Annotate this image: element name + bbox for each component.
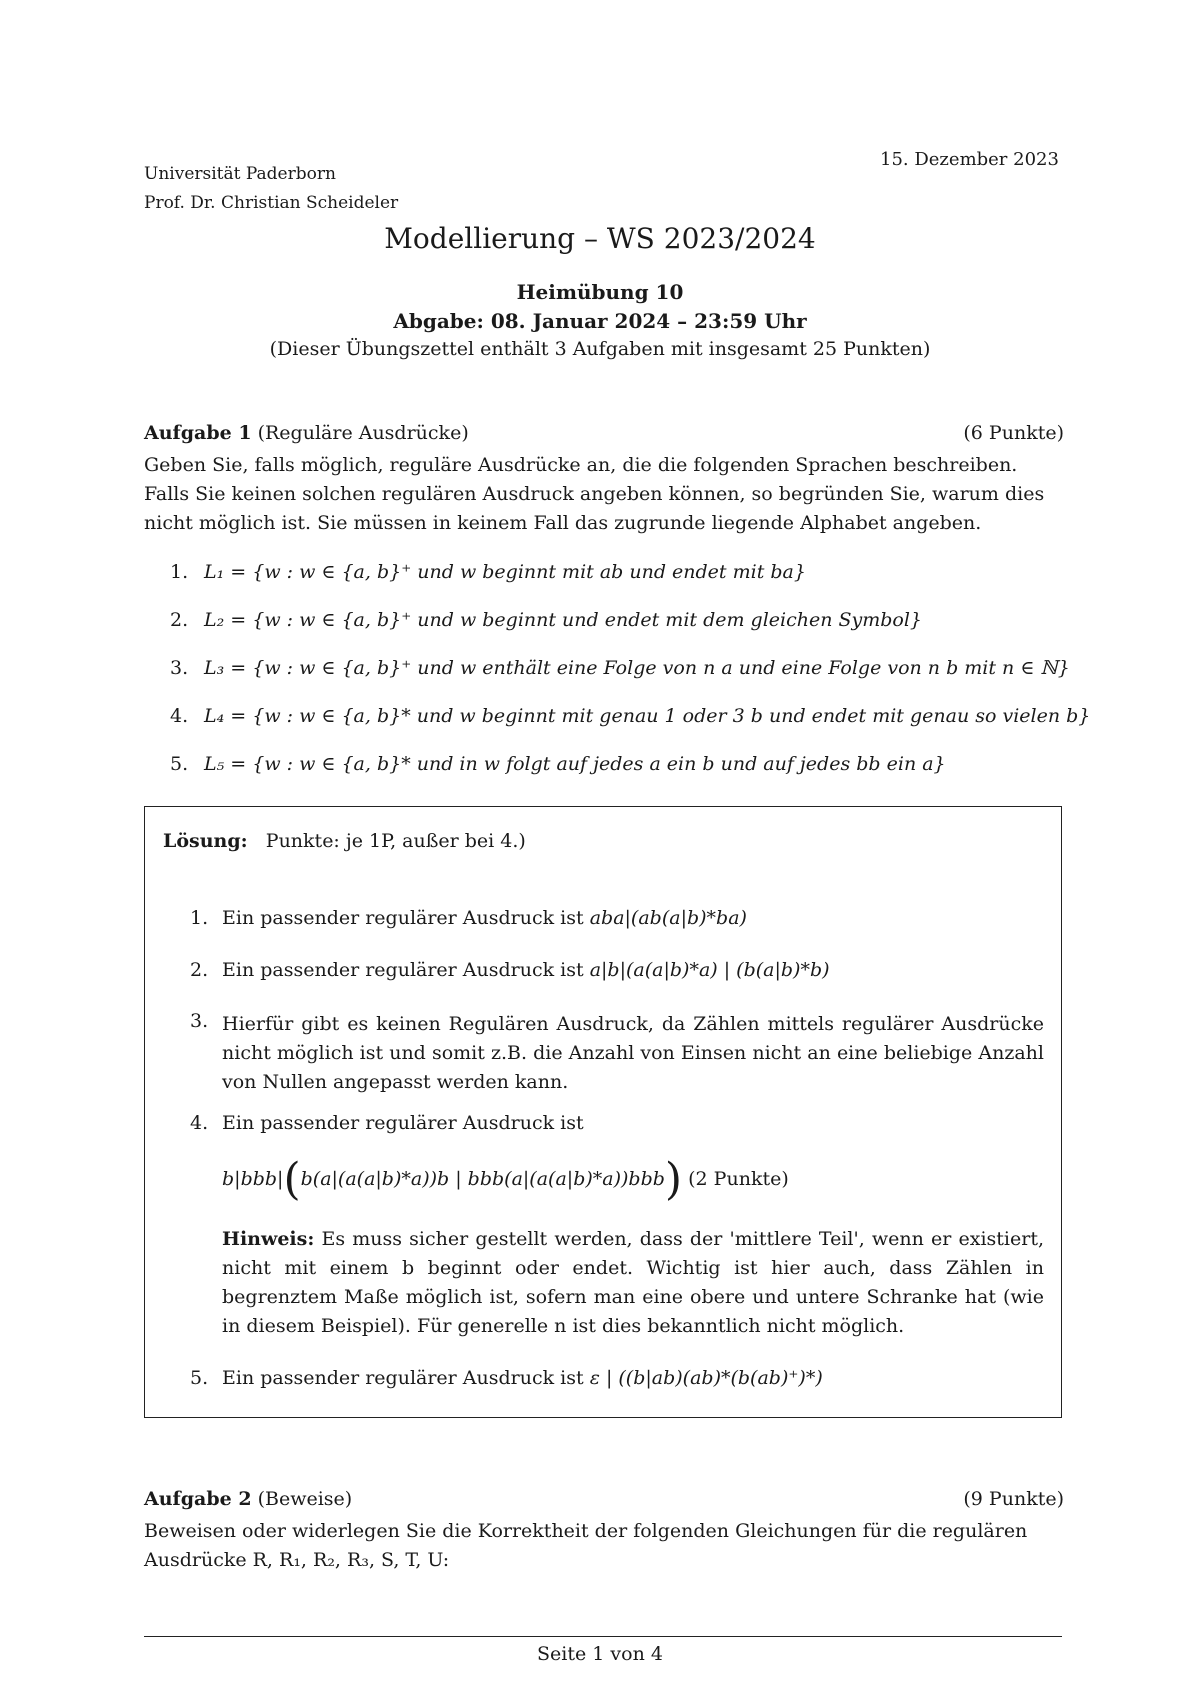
close-paren-icon: )	[664, 1154, 683, 1205]
task1-item	[170, 609, 922, 631]
task1-intro: Geben Sie, falls möglich, reguläre Ausdrücke an, die die folgenden Sprachen beschreiben. Falls Sie keinen solchen regulären Ausdruck angeben können, so begründen Sie, warum dies nicht möglich ist. Sie müssen in keinem Fall das zugrunde liegende Alphabet angeben.	[144, 454, 1045, 534]
solution-label: Lösung:	[163, 830, 248, 852]
task2-label: Aufgabe 2	[144, 1488, 252, 1510]
task2-heading	[144, 1488, 1064, 1510]
item-text: L₃ = {w : w ∈ {a, b}⁺ und w enthält eine Folge von n a und eine Folge von n b mit n ∈ ℕ}	[204, 657, 1070, 679]
solution-heading	[163, 830, 526, 852]
item-text: L₁ = {w : w ∈ {a, b}⁺ und w beginnt mit ab und endet mit ba}	[204, 561, 806, 583]
item-number: 3.	[190, 1010, 209, 1032]
task1-item	[170, 753, 946, 775]
hint-label: Hinweis:	[222, 1228, 315, 1250]
page-number: Seite 1 von 4	[537, 1643, 663, 1665]
item-text: L₅ = {w : w ∈ {a, b}* und in w folgt auf jedes a ein b und auf jedes bb ein a}	[204, 753, 946, 775]
university-name: Universität Paderborn	[144, 164, 336, 184]
solution-item-5	[190, 1367, 823, 1389]
regex-expression: ε | ((b|ab)(ab)*(b(ab)⁺)*)	[589, 1367, 823, 1389]
deadline: Abgabe: 08. Januar 2024 – 23:59 Uhr	[393, 309, 807, 333]
course-title: Modellierung – WS 2023/2024	[384, 222, 816, 255]
solution-item-3-number	[190, 1010, 222, 1032]
points-label: (2 Punkte)	[688, 1168, 789, 1190]
task1-points: (6 Punkte)	[963, 422, 1064, 444]
item-text: L₄ = {w : w ∈ {a, b}* und w beginnt mit genau 1 oder 3 b und endet mit genau so vielen b}	[204, 705, 1091, 727]
solution-text: Ein passender regulärer Ausdruck ist	[222, 1112, 584, 1134]
open-paren-icon: (	[283, 1154, 301, 1205]
solution-item-1	[190, 907, 747, 929]
task1-item	[170, 657, 1070, 679]
task1-topic: (Reguläre Ausdrücke)	[257, 422, 469, 444]
item-number: 2.	[190, 959, 209, 981]
task2-intro: Beweisen oder widerlegen Sie die Korrektheit der folgenden Gleichungen für die regulären Ausdrücke R, R₁, R₂, R₃, S, T, U:	[144, 1520, 1028, 1571]
footer-divider	[144, 1636, 1062, 1637]
item-number: 4.	[170, 705, 189, 727]
solution-item-2	[190, 959, 830, 981]
item-number: 2.	[170, 609, 189, 631]
regex-expression: a|b|(a(a|b)*a) | (b(a|b)*b)	[589, 959, 830, 981]
professor-name: Prof. Dr. Christian Scheideler	[144, 193, 399, 213]
task2-topic: (Beweise)	[257, 1488, 353, 1510]
task1-item	[170, 561, 806, 583]
item-number: 1.	[170, 561, 189, 583]
task2-points: (9 Punkte)	[963, 1488, 1064, 1510]
task1-heading	[144, 422, 1064, 444]
solution-points-note: Punkte: je 1P, außer bei 4.)	[265, 830, 526, 852]
solution-text: Ein passender regulärer Ausdruck ist	[222, 1367, 584, 1389]
solution-item-4-expression	[222, 1154, 789, 1205]
task1-item	[170, 705, 1090, 727]
hint-text: Es muss sicher gestellt werden, dass der 'mittlere Teil', wenn er existiert, nicht mit einem b beginnt oder endet. Wichtig ist hier auch, dass Zählen in begrenztem Maße möglich ist, sofern man eine obere und untere Schranke hat (wie in diesem Beispiel). Für generelle n ist dies bekanntlich nicht möglich.	[222, 1228, 1044, 1337]
item-number: 1.	[190, 907, 209, 929]
solution-item-4	[190, 1112, 584, 1134]
document-date: 15. Dezember 2023	[880, 149, 1059, 170]
sheet-title: Heimübung 10	[516, 280, 684, 304]
sheet-info: (Dieser Übungszettel enthält 3 Aufgaben mit insgesamt 25 Punkten)	[269, 338, 931, 360]
solution-item-3-text: Hierfür gibt es keinen Regulären Ausdruck, da Zählen mittels regulärer Ausdrücke nicht möglich ist und somit z.B. die Anzahl von Einsen nicht an eine beliebige Anzahl von Nullen angepasst werden kann.	[222, 1013, 1044, 1093]
regex-expression: aba|(ab(a|b)*ba)	[589, 907, 747, 929]
task1-label: Aufgabe 1	[144, 422, 252, 444]
item-number: 5.	[170, 753, 189, 775]
solution-text: Ein passender regulärer Ausdruck ist	[222, 959, 584, 981]
item-number: 3.	[170, 657, 189, 679]
hint	[222, 1225, 1044, 1341]
item-number: 5.	[190, 1367, 209, 1389]
regex-expression: b|bbb|	[222, 1168, 284, 1190]
item-number: 4.	[190, 1112, 209, 1134]
regex-expression: b(a|(a(a|b)*a))b | bbb(a|(a(a|b)*a))bbb	[300, 1168, 665, 1190]
solution-text: Ein passender regulärer Ausdruck ist	[222, 907, 584, 929]
item-text: L₂ = {w : w ∈ {a, b}⁺ und w beginnt und endet mit dem gleichen Symbol}	[204, 609, 923, 631]
